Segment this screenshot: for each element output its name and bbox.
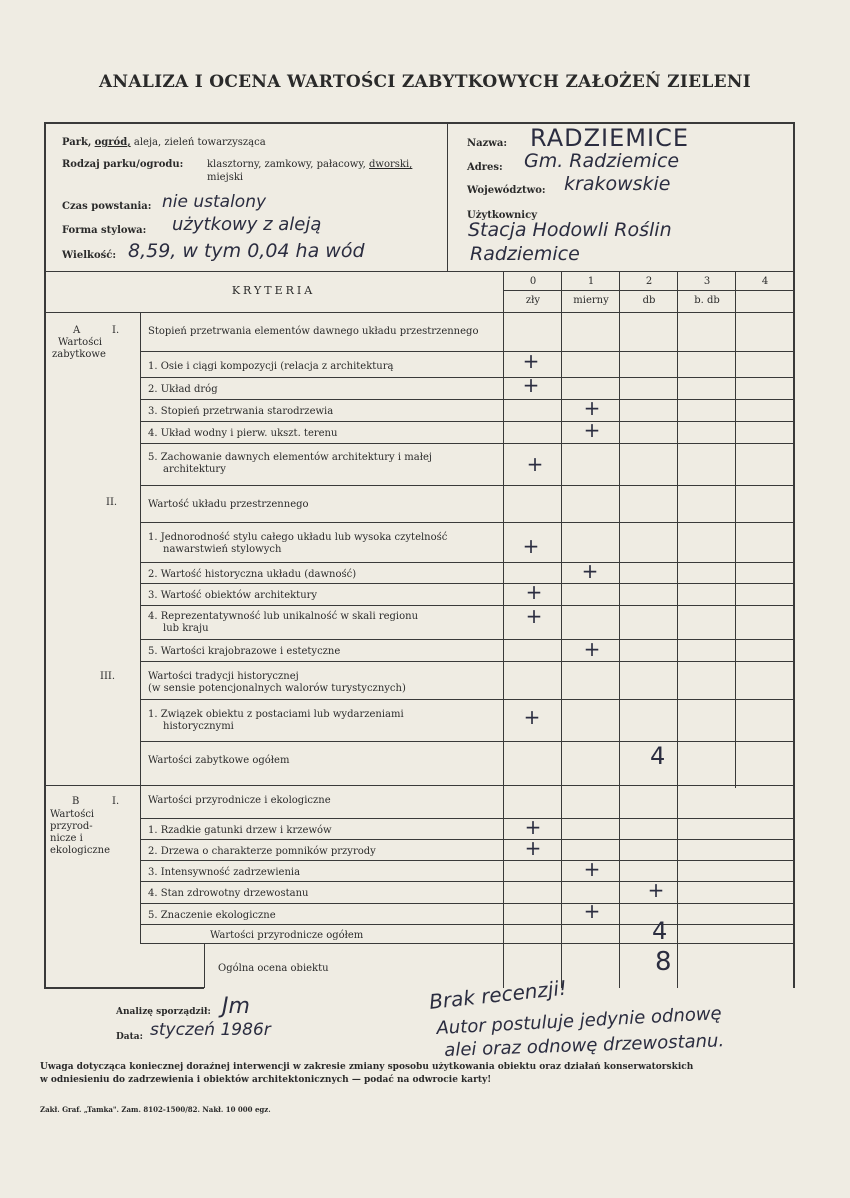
criterion-a2-1-cont: nawarstwień stylowych	[163, 544, 282, 555]
section-a-letter: A	[73, 325, 81, 336]
criterion-a2-1: 1. Jednorodność stylu całego układu lub wysoka czytelność	[148, 532, 448, 543]
row-line	[140, 881, 793, 882]
wielkosc-value: 8,59, w tym 0,04 ha wód	[128, 240, 365, 262]
row-line	[140, 699, 793, 700]
forma-value: użytkowy z aleją	[172, 214, 322, 235]
criteria-bottom	[44, 312, 794, 313]
row-line	[140, 443, 793, 444]
col-1-num: 1	[587, 276, 595, 287]
section-b-name-3: nicze i	[50, 833, 83, 844]
row-line	[204, 943, 205, 988]
uzytkownicy-value-2: Radziemice	[470, 243, 580, 265]
col-0-name: zły	[525, 295, 541, 306]
section-a-name-1: Wartości	[58, 337, 103, 348]
form-title: ANALIZA I OCENA WARTOŚCI ZABYTKOWYCH ZAŁOŻEŃ ZIELENI	[99, 72, 751, 92]
mark-a1-5: +	[526, 452, 544, 476]
note-line-1: Brak recenzji!	[428, 975, 569, 1014]
section-b-name-2: przyrod-	[50, 821, 93, 832]
mark-a2-1: +	[522, 534, 540, 558]
group3-title-1: Wartości tradycji historycznej	[148, 671, 299, 682]
row-line	[140, 377, 793, 378]
row-line	[140, 860, 793, 861]
criterion-a1-2: 2. Układ dróg	[148, 384, 218, 395]
row-line	[140, 562, 793, 563]
group2-numeral: II.	[106, 497, 118, 508]
frame-bottom-left	[44, 987, 204, 989]
park-type-line	[62, 136, 266, 149]
row-line	[140, 399, 793, 400]
rodzaj-options-line1: klasztorny, zamkowy, pałacowy,	[207, 159, 366, 170]
row-line	[140, 818, 793, 819]
criteria-subline	[503, 290, 793, 291]
nazwa-label: Nazwa:	[467, 138, 508, 149]
mark-b-5: +	[583, 899, 601, 923]
criteria-label: KRYTERIA	[231, 284, 316, 297]
czas-label: Czas powstania:	[62, 201, 152, 212]
note-line-2: Autor postuluje jedynie odnowę	[436, 1003, 723, 1039]
section-b-group-title: Wartości przyrodnicze i ekologiczne	[148, 795, 331, 806]
row-line	[140, 421, 793, 422]
ogrod-option: ogród,	[94, 137, 131, 148]
adres-label: Adres:	[467, 162, 503, 173]
mark-a2-3: +	[525, 580, 543, 604]
col-sep-3	[735, 272, 736, 788]
criterion-b-1: 1. Rzadkie gatunki drzew i krzewów	[148, 825, 332, 836]
mark-a2-2: +	[581, 559, 599, 583]
criterion-a2-4-cont: lub kraju	[163, 623, 209, 634]
section-sep	[44, 785, 794, 786]
col-4-num: 4	[761, 276, 769, 287]
nazwa-value: RADZIEMICE	[530, 124, 689, 152]
analiza-signature: Jm	[222, 994, 250, 1019]
dworski-option: dworski,	[369, 159, 413, 170]
section-b-numeral: I.	[112, 796, 120, 807]
col-3-name: b. db	[694, 295, 720, 306]
park-type-rest: aleja, zieleń towarzysząca	[133, 137, 266, 148]
criterion-a1-4: 4. Układ wodny i pierw. ukszt. terenu	[148, 428, 338, 439]
uzytkownicy-label: Użytkownicy	[467, 210, 538, 221]
section-a-total-label: Wartości zabytkowe ogółem	[148, 755, 290, 766]
row-line	[140, 661, 793, 662]
col-1-name: mierny	[573, 295, 609, 306]
row-line	[140, 903, 793, 904]
rodzaj-label: Rodzaj parku/ogrodu:	[62, 159, 184, 170]
frame-right	[793, 122, 795, 988]
section-a-total-value: 4	[650, 742, 666, 770]
analiza-label: Analizę sporządził:	[116, 1007, 211, 1017]
criterion-a2-4: 4. Reprezentatywność lub unikalność w skali regionu	[148, 611, 419, 622]
warning-line-1: Uwaga dotycząca koniecznej doraźnej interwencji w zakresie zmiany sposobu użytkowania obiektu oraz działań konserwatorskich	[40, 1062, 694, 1072]
group2-title: Wartość układu przestrzennego	[148, 499, 309, 510]
row-line	[140, 485, 793, 486]
group3-numeral: III.	[100, 671, 116, 682]
criterion-b-2: 2. Drzewa o charakterze pomników przyrody	[148, 846, 376, 857]
section-b-total-label: Wartości przyrodnicze ogółem	[210, 930, 364, 941]
col-2-name: db	[642, 295, 656, 306]
group3-title-2: (w sensie potencjonalnych walorów turystycznych)	[148, 683, 406, 694]
col-0-num: 0	[529, 276, 537, 287]
row-line	[140, 943, 793, 944]
criterion-b-5: 5. Znaczenie ekologiczne	[148, 910, 276, 921]
mark-b-2: +	[524, 836, 542, 860]
mark-b-4: +	[647, 878, 665, 902]
wojewodztwo-label: Województwo:	[467, 185, 546, 196]
mark-a1-4: +	[583, 418, 601, 442]
section-a-numeral: I.	[112, 325, 120, 336]
warning-line-2: w odniesieniu do zadrzewienia i obiektów architektonicznych — podać na odwrocie karty!	[40, 1075, 492, 1085]
row-line	[140, 839, 793, 840]
mark-a2-5: +	[583, 637, 601, 661]
mark-a1-2: +	[522, 373, 540, 397]
criterion-b-4: 4. Stan zdrowotny drzewostanu	[148, 888, 309, 899]
criterion-a2-2: 2. Wartość historyczna układu (dawność)	[148, 569, 357, 580]
wojewodztwo-value: krakowskie	[564, 173, 671, 195]
data-label: Data:	[116, 1032, 143, 1042]
rodzaj-options-line2: miejski	[207, 172, 244, 183]
header-bottom	[44, 271, 794, 272]
overall-value: 8	[655, 947, 672, 977]
row-line	[140, 639, 793, 640]
uzytkownicy-value-1: Stacja Hodowli Roślin	[468, 219, 672, 241]
mark-a3-1: +	[523, 705, 541, 729]
header-divider	[447, 122, 448, 272]
criterion-a1-5-cont: architektury	[163, 464, 226, 475]
row-line	[140, 741, 793, 742]
printer-note: Zakł. Graf. „Tamka". Zam. 8102-1500/82. Nakł. 10 000 egz.	[40, 1105, 271, 1114]
data-value: styczeń 1986r	[150, 1020, 271, 1040]
section-a-name-2: zabytkowe	[52, 349, 106, 360]
mark-a1-3: +	[583, 396, 601, 420]
row-line	[140, 605, 793, 606]
section-b-total-value: 4	[652, 917, 668, 945]
criterion-a3-1: 1. Związek obiektu z postaciami lub wydarzeniami	[148, 709, 404, 720]
criterion-b-3: 3. Intensywność zadrzewienia	[148, 867, 301, 878]
category-sep	[140, 313, 141, 943]
mark-a2-4: +	[525, 604, 543, 628]
row-line	[140, 924, 793, 925]
note-line-3: alei oraz odnowę drzewostanu.	[444, 1030, 725, 1061]
row-line	[140, 583, 793, 584]
criterion-a1-5: 5. Zachowanie dawnych elementów architektury i małej	[148, 452, 432, 463]
criterion-a2-3: 3. Wartość obiektów architektury	[148, 590, 318, 601]
section-b-letter: B	[72, 796, 80, 807]
row-line	[140, 351, 793, 352]
rodzaj-options	[207, 158, 412, 184]
mark-b-3: +	[583, 857, 601, 881]
col-3-num: 3	[703, 276, 711, 287]
row-line	[140, 522, 793, 523]
frame-left	[44, 122, 46, 988]
criterion-a2-5: 5. Wartości krajobrazowe i estetyczne	[148, 646, 341, 657]
overall-label: Ogólna ocena obiektu	[218, 963, 329, 974]
section-b-name-1: Wartości	[50, 809, 95, 820]
section-b-name-4: ekologiczne	[50, 845, 111, 856]
group1-title: Stopień przetrwania elementów dawnego układu przestrzennego	[148, 326, 479, 337]
adres-value: Gm. Radziemice	[524, 150, 680, 172]
park-option: Park,	[62, 137, 92, 148]
mark-a1-1: +	[522, 349, 540, 373]
col-2-num: 2	[645, 276, 653, 287]
mark-b-1: +	[524, 815, 542, 839]
criterion-a1-1: 1. Osie i ciągi kompozycji (relacja z architekturą	[148, 361, 394, 372]
forma-label: Forma stylowa:	[62, 225, 147, 236]
wielkosc-label: Wielkość:	[62, 250, 117, 261]
criterion-a3-1-cont: historycznymi	[163, 721, 234, 732]
czas-value: nie ustalony	[162, 192, 267, 212]
criterion-a1-3: 3. Stopień przetrwania starodrzewia	[148, 406, 334, 417]
